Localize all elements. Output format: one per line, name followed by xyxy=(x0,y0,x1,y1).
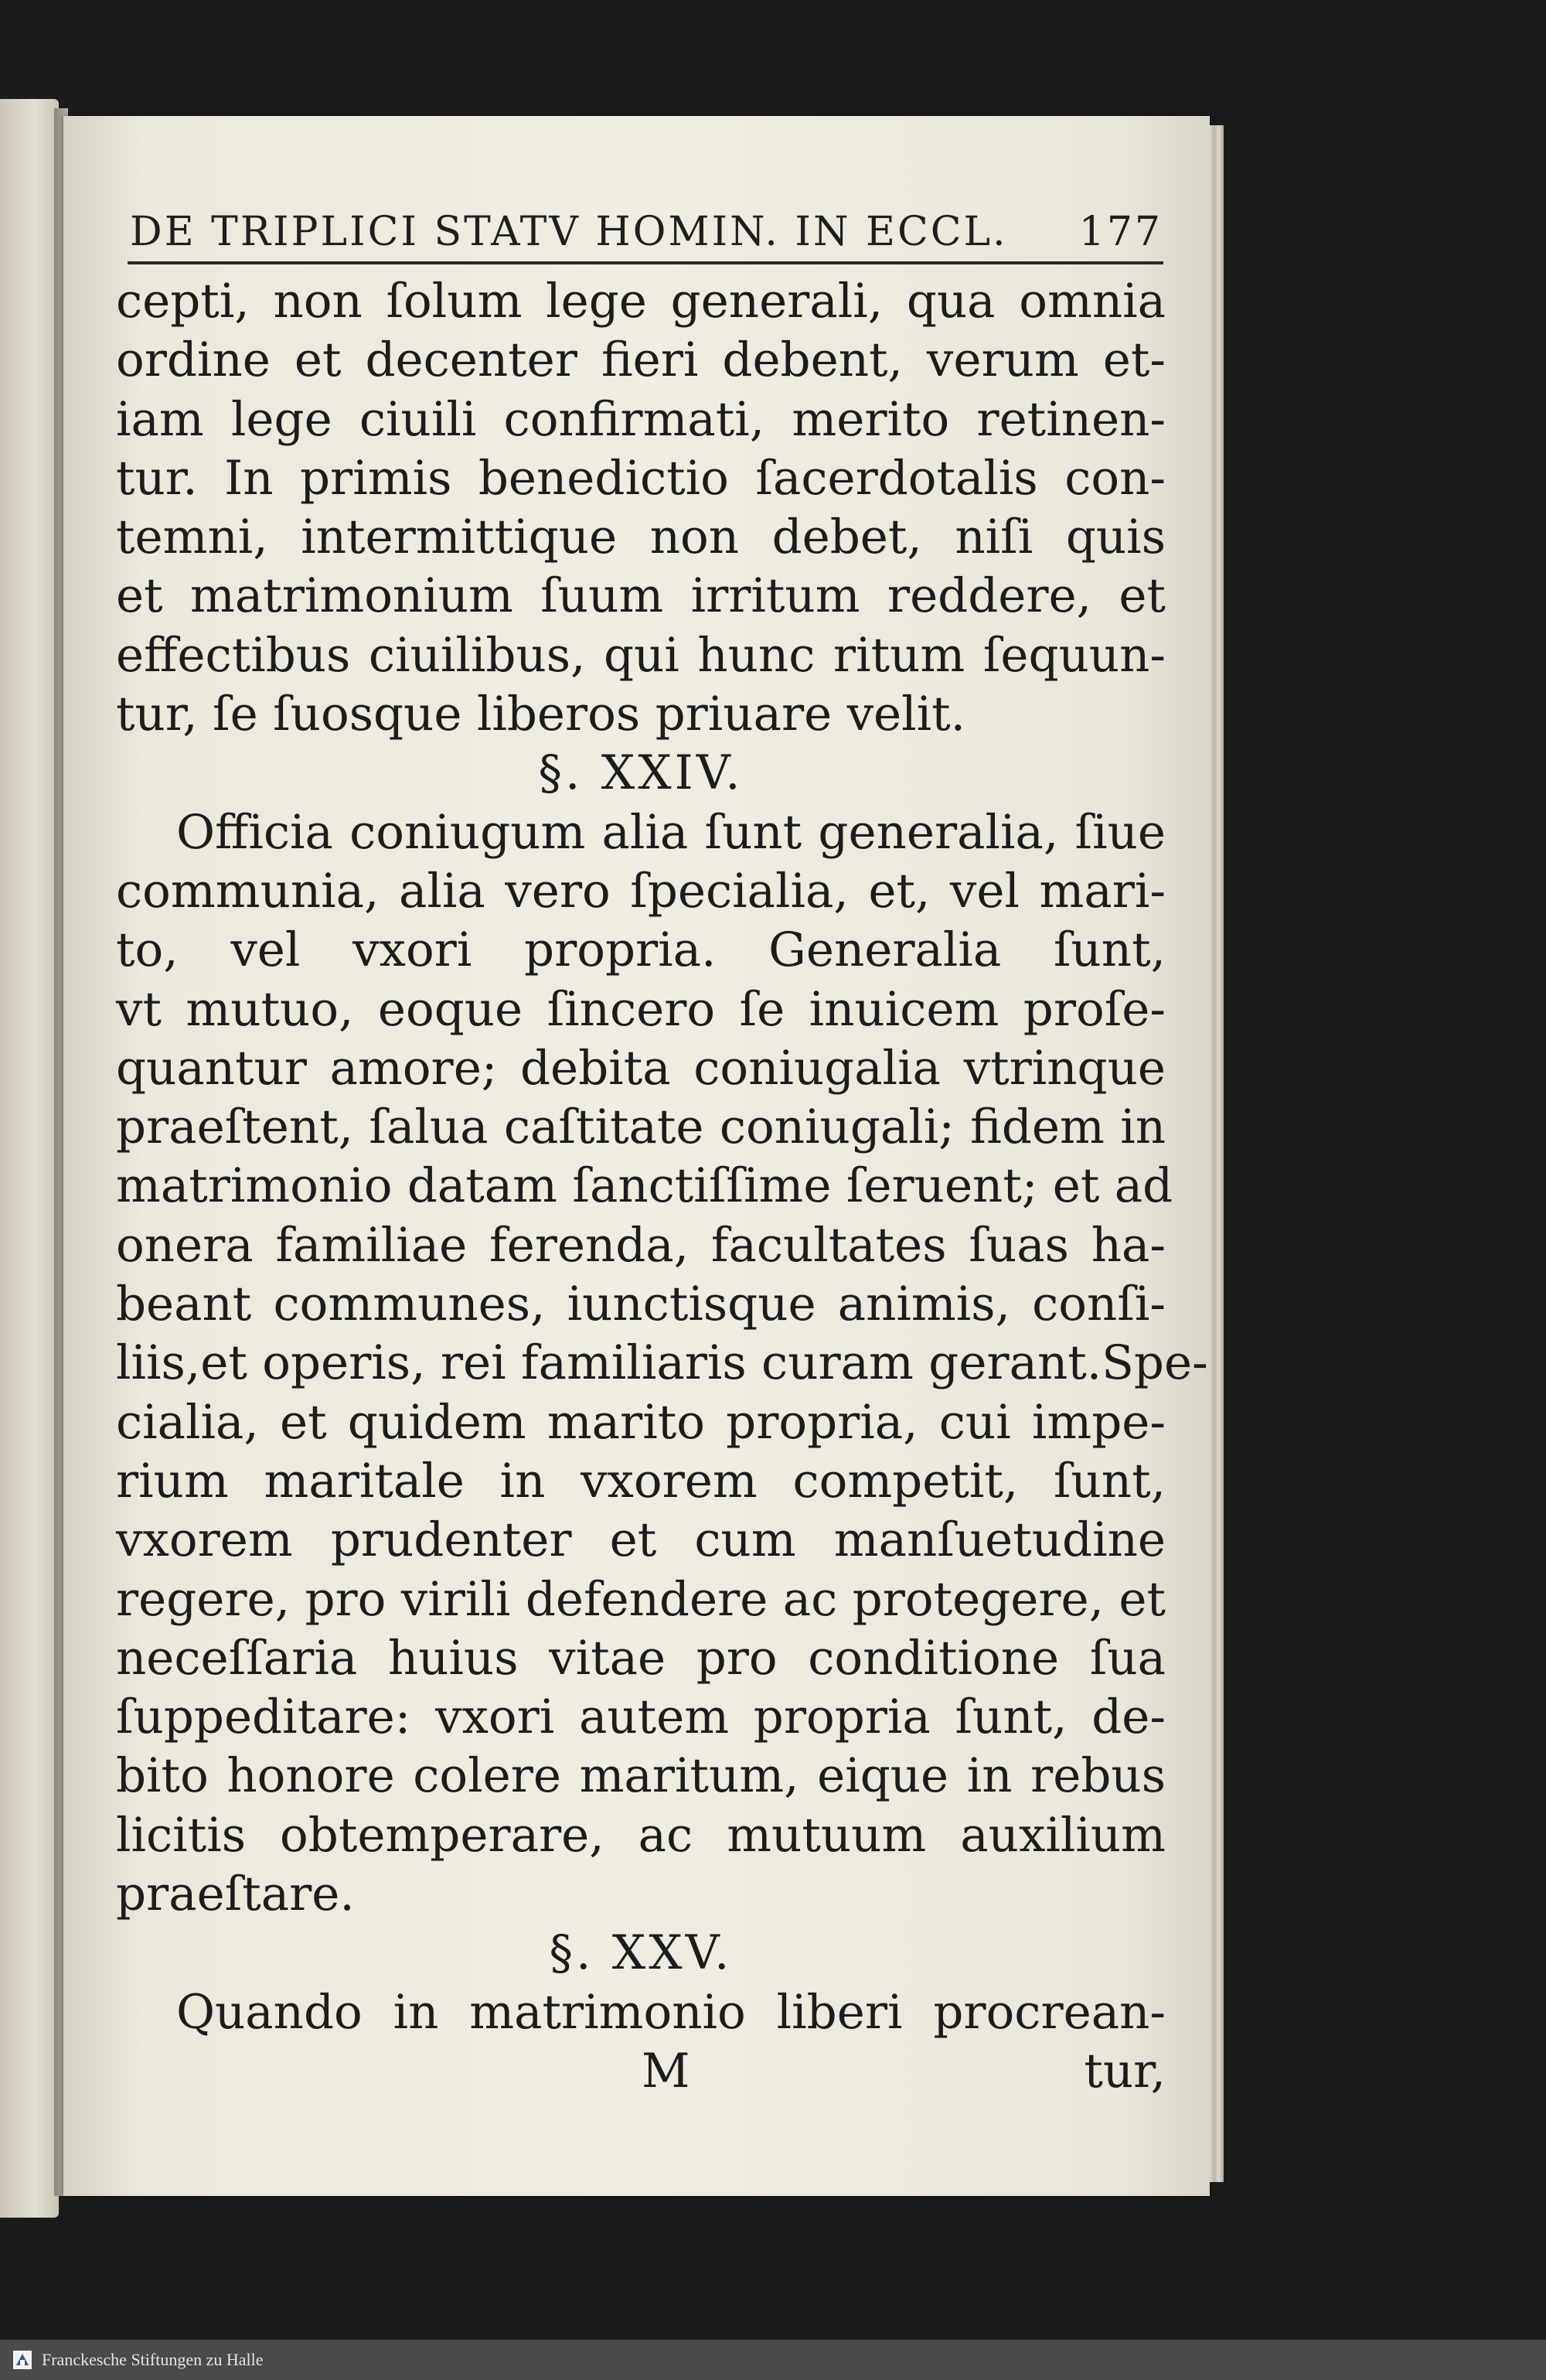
text-line: liis,et operis, rei familiaris curam gerant.Spe- xyxy=(116,1335,1208,1391)
running-head xyxy=(130,193,1163,255)
running-head-title: DE TRIPLICI STATV HOMIN. IN ECCL. xyxy=(130,209,1008,255)
header-rule xyxy=(128,261,1163,264)
section-heading: §. XXV. xyxy=(549,1925,733,1981)
text-line: temni, intermittique non debet, niſi quis xyxy=(116,510,1166,565)
text-line: bito honore colere maritum, eique in rebus xyxy=(116,1748,1166,1804)
text-line: beant communes, iunctisque animis, conſi- xyxy=(116,1277,1166,1332)
text-line: vt mutuo, eoque ſincero ſe inuicem proſe- xyxy=(116,981,1166,1037)
page-number: 177 xyxy=(1078,209,1163,255)
previous-page-edge xyxy=(0,99,59,2218)
text-line: neceſſaria huius vitae pro conditione ſua xyxy=(116,1630,1166,1686)
catchword: tur, xyxy=(1084,2043,1166,2099)
signature-line xyxy=(116,2042,1166,2101)
text-line: cepti, non ſolum lege generali, qua omnia xyxy=(116,274,1166,329)
text-line: ſuppeditare: vxori autem propria ſunt, de- xyxy=(116,1690,1166,1745)
text-line: vxorem prudenter et cum manſuetudine xyxy=(116,1512,1166,1568)
text-line: rium maritale in vxorem competit, ſunt, xyxy=(116,1453,1166,1509)
signature-mark: M xyxy=(642,2043,690,2099)
text-line: Officia coniugum alia ſunt generalia, ſiue xyxy=(176,804,1166,860)
section-heading: §. XXIV. xyxy=(538,745,744,801)
institution-logo-icon xyxy=(11,2348,34,2371)
text-line: quantur amore; debita coniugalia vtrinque xyxy=(116,1040,1166,1096)
text-line: ordine et decenter fieri debent, verum et- xyxy=(116,332,1166,388)
text-line: praeſtent, ſalua caſtitate coniugali; fidem in xyxy=(116,1100,1166,1155)
text-line: praeſtare. xyxy=(116,1867,355,1922)
text-line: cialia, et quidem marito propria, cui impe- xyxy=(116,1394,1166,1450)
body-text xyxy=(116,272,1208,2101)
text-line: regere, pro virili defendere ac protegere, et xyxy=(116,1571,1166,1627)
text-line: matrimonio datam ſanctiſſime ſeruent; et ad xyxy=(116,1158,1173,1214)
text-line: communia, alia vero ſpecialia, et, vel mari- xyxy=(116,863,1166,919)
text-line: effectibus ciuilibus, qui hunc ritum ſequun- xyxy=(116,627,1166,683)
text-line: to, vel vxori propria. Generalia ſunt, xyxy=(116,922,1166,978)
footer-bar xyxy=(0,2340,1546,2380)
text-line: onera familiae ferenda, facultates ſuas ha- xyxy=(116,1217,1166,1273)
institution-name: Franckesche Stiftungen zu Halle xyxy=(42,2350,264,2369)
text-line: et matrimonium ſuum irritum reddere, et xyxy=(116,568,1166,624)
page-stack-edge xyxy=(1210,125,1224,2182)
text-line: tur, ſe ſuosque liberos priuare velit. xyxy=(116,687,966,742)
text-line: tur. In primis benedictio ſacerdotalis con- xyxy=(116,450,1166,506)
text-line: iam lege ciuili confirmati, merito retinen- xyxy=(116,391,1166,447)
text-line: Quando in matrimonio liberi procrean- xyxy=(176,1984,1166,2040)
text-line: licitis obtemperare, ac mutuum auxilium xyxy=(116,1807,1166,1863)
